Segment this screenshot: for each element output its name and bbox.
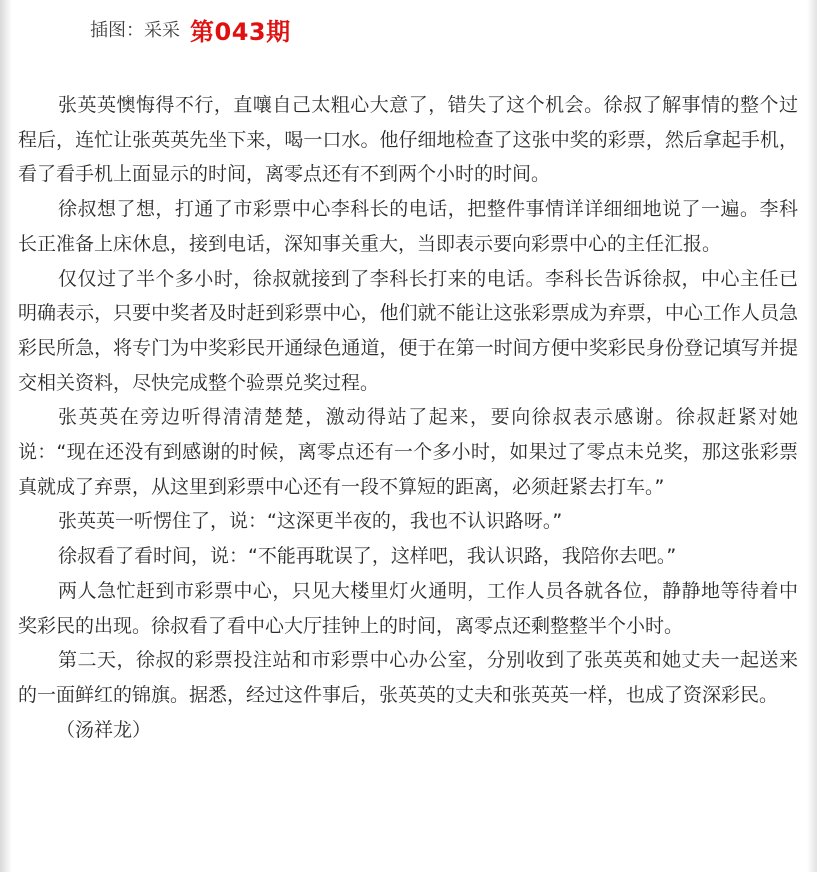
paragraph: 徐叔想了想，打通了市彩票中心李科长的电话，把整件事情详详细细地说了一遍。李科长正准备上床休息，接到电话，深知事关重大，当即表示要向彩票中心的主任汇报。	[18, 198, 798, 255]
page-left-shadow	[0, 0, 12, 872]
issue-number: 第043期	[190, 17, 291, 46]
paragraph: 徐叔看了看时间，说：“不能再耽误了，这样吧，我认识路，我陪你去吧。”	[58, 545, 677, 568]
paragraph: 第二天，徐叔的彩票投注站和市彩票中心办公室，分别收到了张英英和她丈夫一起送来的一面鲜红的锦旗。据悉，经过这件事后，张英英的丈夫和张英英一样，也成了资深彩民。	[18, 649, 798, 706]
illustrator-credit: 插图：采采	[90, 20, 180, 41]
paragraph: 张英英一听愣住了，说：“这深更半夜的，我也不认识路呀。”	[58, 510, 563, 533]
author-credit: （汤祥龙）	[56, 718, 152, 741]
paragraph: 两人急忙赶到市彩票中心，只见大楼里灯火通明，工作人员各就各位，静静地等待着中奖彩民的出现。徐叔看了看中心大厅挂钟上的时间，离零点还剩整整半个小时。	[18, 579, 798, 637]
article-header	[90, 12, 291, 46]
paragraph: 张英英在旁边听得清清楚楚，激动得站了起来，要向徐叔表示感谢。徐叔赶紧对她说：“现在还没有到感谢的时候，离零点还有一个多小时，如果过了零点未兑奖，那这张彩票真就成了弃票，从这里到彩票中心还有一段不算短的距离，必须赶紧去打车。”	[18, 406, 798, 498]
page-right-shadow	[807, 0, 817, 872]
article-body	[18, 88, 798, 747]
paragraph: 张英英懊悔得不行，直嚷自己太粗心大意了，错失了这个机会。徐叔了解事情的整个过程后，连忙让张英英先坐下来，喝一口水。他仔细地检查了这张中奖的彩票，然后拿起手机，看了看手机上面显示的时间，离零点还有不到两个小时的时间。	[18, 94, 798, 186]
paragraph: 仅仅过了半个多小时，徐叔就接到了李科长打来的电话。李科长告诉徐叔，中心主任已明确表示，只要中奖者及时赶到彩票中心，他们就不能让这张彩票成为弃票，中心工作人员急彩民所急，将专门为中奖彩民开通绿色通道，便于在第一时间方便中奖彩民身份登记填写并提交相关资料，尽快完成整个验票兑奖过程。	[18, 267, 798, 394]
